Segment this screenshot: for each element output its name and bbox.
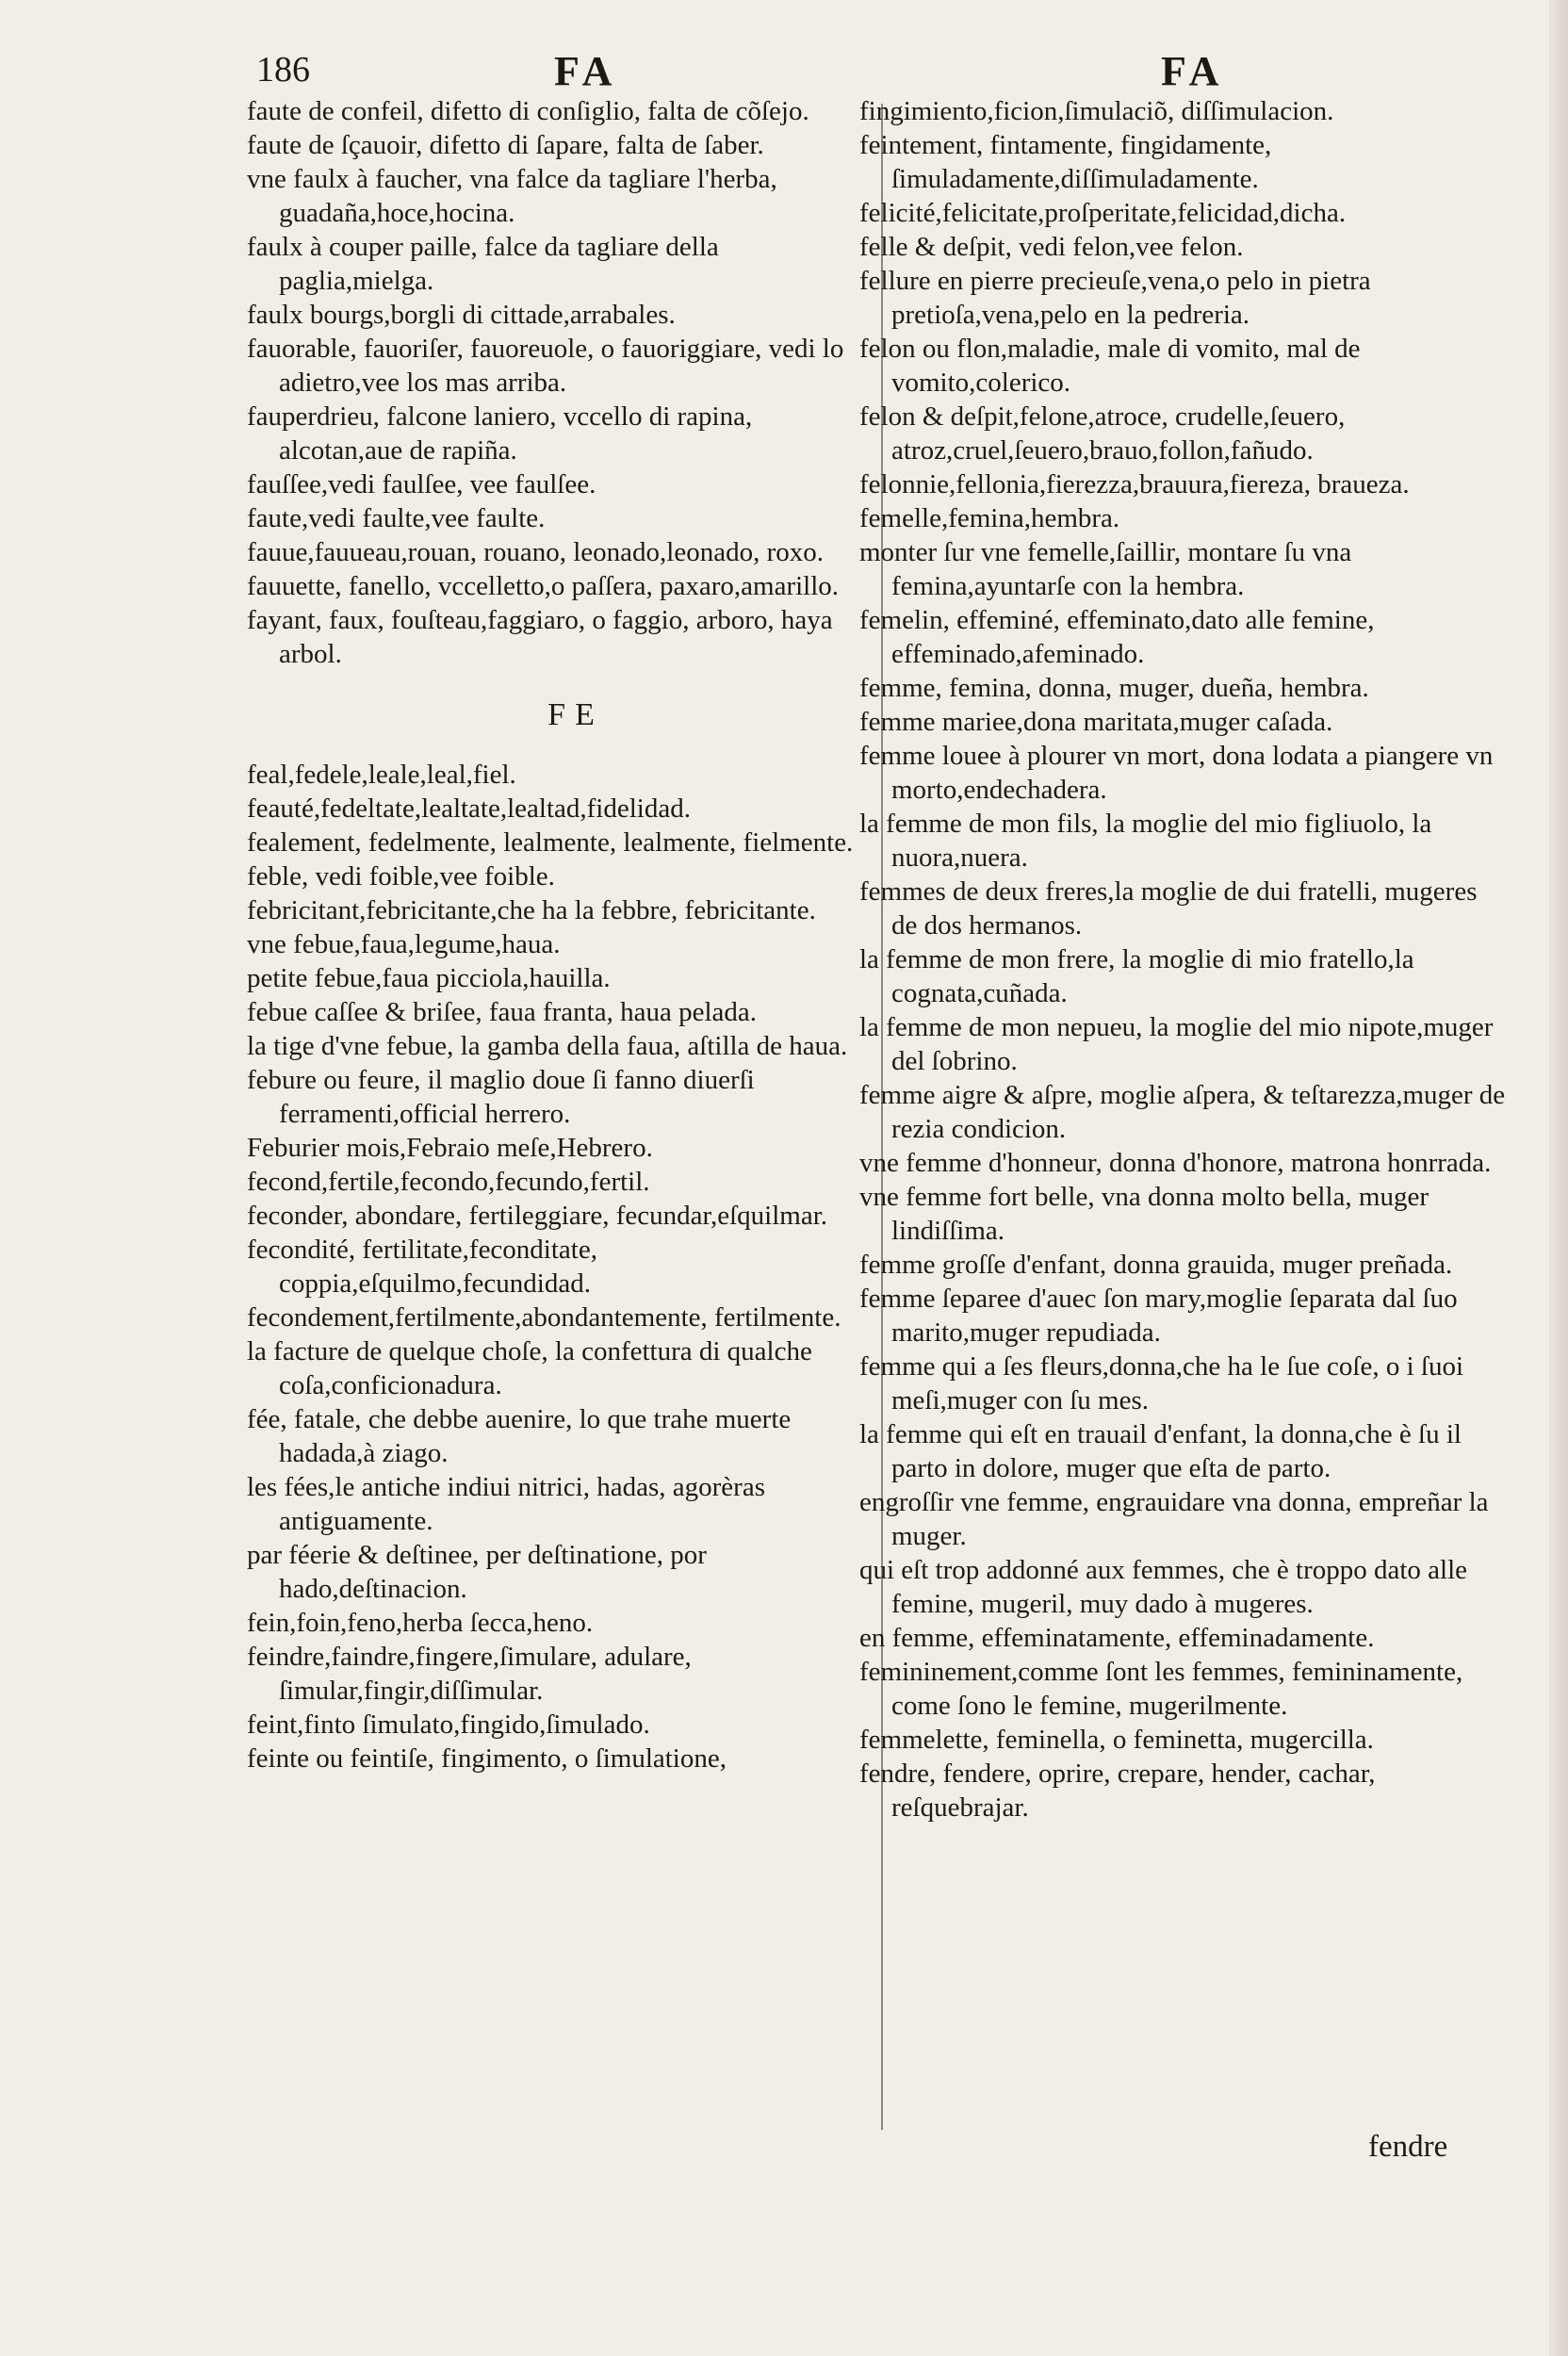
dictionary-entry: femmelette, feminella, o feminetta, mugercilla. — [859, 1725, 1374, 1755]
section-heading-fe: FE — [547, 697, 604, 732]
dictionary-entry: felon & deſpit,felone,atroce, crudelle,ſeuero, atroz,cruel,ſeuero,brauo,follon,fañudo. — [859, 401, 1346, 466]
dictionary-entry: femelin, effeminé, effeminato,dato alle femine, effeminado,afeminado. — [859, 605, 1375, 669]
dictionary-entry: felicité,felicitate,proſperitate,felicidad,dicha. — [859, 198, 1347, 228]
dictionary-entry: femininement,comme ſont les femmes, femininamente, come ſono le femine, mugerilmente. — [859, 1657, 1463, 1721]
right-column-entries — [859, 94, 1510, 1824]
dictionary-entry: felonnie,fellonia,fierezza,brauura,fiereza, braueza. — [859, 469, 1410, 499]
dictionary-entry: feindre,faindre,fingere,ſimulare, adulare, ſimular,fingir,diſſimular. — [247, 1642, 692, 1706]
dictionary-entry: la femme de mon frere, la moglie di mio fratello,la cognata,cuñada. — [859, 944, 1414, 1008]
page-number: 186 — [256, 50, 310, 90]
dictionary-entry: fecondement,fertilmente,abondantemente, fertilmente. — [247, 1302, 841, 1333]
dictionary-entry: les fées,le antiche indiui nitrici, hadas, agorèras antiguamente. — [247, 1472, 765, 1536]
right-running-head: FA — [1161, 48, 1225, 94]
dictionary-entry: femme mariee,dona maritata,muger caſada. — [859, 707, 1333, 737]
dictionary-entry: faute de ſçauoir, difetto di ſapare, falta de ſaber. — [247, 130, 764, 160]
dictionary-entry: fein,foin,feno,herba ſecca,heno. — [247, 1608, 594, 1638]
dictionary-entry: la femme de mon fils, la moglie del mio figliuolo, la nuora,nuera. — [859, 809, 1432, 873]
page-edge-shadow — [1549, 0, 1568, 2356]
dictionary-entry: felle & deſpit, vedi felon,vee felon. — [859, 232, 1244, 262]
dictionary-entry: fauorable, fauoriſer, fauoreuole, o fauoriggiare, vedi lo adietro,vee los mas arriba. — [247, 334, 844, 398]
dictionary-entry: faulx à couper paille, falce da tagliare della paglia,mielga. — [247, 232, 719, 296]
dictionary-entry: vne femme d'honneur, donna d'honore, matrona honrrada. — [859, 1148, 1492, 1178]
left-running-head: FA — [554, 48, 618, 94]
dictionary-entry: febue caſſee & briſee, faua franta, haua pelada. — [247, 997, 758, 1027]
dictionary-entry: la tige d'vne febue, la gamba della faua, aſtilla de haua. — [247, 1031, 848, 1061]
dictionary-entry: fecondité, fertilitate,feconditate, coppia,eſquilmo,fecundidad. — [247, 1235, 597, 1299]
dictionary-entry: feinte ou feintiſe, fingimento, o ſimulatione, — [247, 1743, 727, 1774]
dictionary-entry: Feburier mois,Febraio meſe,Hebrero. — [247, 1133, 653, 1163]
left-column-fe-entries — [247, 758, 867, 1775]
dictionary-entry: femme groſſe d'enfant, donna grauida, muger preñada. — [859, 1250, 1453, 1280]
dictionary-entry: femme aigre & aſpre, moglie aſpera, & teſtarezza,muger de rezia condicion. — [859, 1080, 1506, 1144]
dictionary-entry: en femme, effeminatamente, effeminadamente. — [859, 1623, 1375, 1653]
dictionary-entry: femme, femina, donna, muger, dueña, hembra. — [859, 673, 1369, 703]
dictionary-entry: fauperdrieu, falcone laniero, vccello di rapina, alcotan,aue de rapiña. — [247, 401, 753, 466]
dictionary-entry: la femme qui eſt en trauail d'enfant, la donna,che è ſu il parto in dolore, muger que eſta de parto. — [859, 1419, 1462, 1483]
dictionary-entry: fendre, fendere, oprire, crepare, hender, cachar, reſquebrajar. — [859, 1759, 1376, 1823]
dictionary-entry: feconder, abondare, fertileggiare, fecundar,eſquilmar. — [247, 1201, 828, 1231]
dictionary-entry: fauuette, fanello, vccelletto,o paſſera, paxaro,amarillo. — [247, 571, 840, 601]
dictionary-entry: femme ſeparee d'auec ſon mary,moglie ſeparata dal ſuo marito,muger repudiada. — [859, 1284, 1458, 1348]
dictionary-entry: febricitant,febricitante,che ha la febbre, febricitante. — [247, 895, 816, 925]
dictionary-entry: femmes de deux freres,la moglie de dui fratelli, mugeres de dos hermanos. — [859, 876, 1478, 941]
dictionary-entry: feauté,fedeltate,lealtate,lealtad,fidelidad. — [247, 794, 691, 824]
dictionary-entry: fauſſee,vedi faulſee, vee faulſee. — [247, 469, 596, 499]
left-column — [247, 94, 867, 1775]
dictionary-entry: feint,finto ſimulato,fingido,ſimulado. — [247, 1710, 650, 1740]
dictionary-entry: petite febue,faua picciola,hauilla. — [247, 963, 611, 993]
dictionary-entry: la femme de mon nepueu, la moglie del mio nipote,muger del ſobrino. — [859, 1012, 1494, 1076]
dictionary-entry: faute de confeil, difetto di conſiglio, falta de cõſejo. — [247, 96, 809, 126]
dictionary-entry: felon ou flon,maladie, male di vomito, mal de vomito,colerico. — [859, 334, 1361, 398]
dictionary-entry: fayant, faux, fouſteau,faggiaro, o faggio, arboro, haya arbol. — [247, 605, 833, 669]
dictionary-entry: engroſſir vne femme, engrauidare vna donna, empreñar la muger. — [859, 1487, 1489, 1551]
dictionary-entry: faute,vedi faulte,vee faulte. — [247, 503, 546, 533]
dictionary-entry: fellure en pierre precieuſe,vena,o pelo in pietra pretioſa,vena,pelo en la pedreria. — [859, 266, 1371, 330]
dictionary-entry: vne faulx à faucher, vna falce da tagliare l'herba, guadaña,hoce,hocina. — [247, 164, 777, 228]
catchword: fendre — [1368, 2130, 1448, 2164]
left-column-fa-entries — [247, 94, 867, 671]
dictionary-entry: faulx bourgs,borgli di cittade,arrabales. — [247, 300, 676, 330]
dictionary-entry: feal,fedele,leale,leal,fiel. — [247, 760, 516, 790]
dictionary-entry: vne femme fort belle, vna donna molto bella, muger lindiſſima. — [859, 1182, 1429, 1246]
dictionary-entry: fée, fatale, che debbe auenire, lo que trahe muerte hadada,à ziago. — [247, 1404, 792, 1468]
dictionary-entry: fecond,fertile,fecondo,fecundo,fertil. — [247, 1167, 650, 1197]
dictionary-entry: femelle,femina,hembra. — [859, 503, 1120, 533]
dictionary-entry: femme qui a ſes fleurs,donna,che ha le ſue coſe, o i ſuoi meſi,muger con ſu mes. — [859, 1351, 1464, 1415]
dictionary-entry: fauue,fauueau,rouan, rouano, leonado,leonado, roxo. — [247, 537, 824, 567]
dictionary-entry: qui eſt trop addonné aux femmes, che è troppo dato alle femine, mugeril, muy dado à mugeres. — [859, 1555, 1468, 1619]
dictionary-entry: par féerie & deſtinee, per deſtinatione, por hado,deſtinacion. — [247, 1540, 707, 1604]
right-column — [859, 94, 1510, 1824]
dictionary-entry: femme louee à plourer vn mort, dona lodata a piangere vn morto,endechadera. — [859, 741, 1494, 805]
dictionary-entry: vne febue,faua,legume,haua. — [247, 929, 561, 959]
dictionary-entry: la facture de quelque choſe, la confettura di qualche coſa,conficionadura. — [247, 1336, 812, 1400]
dictionary-entry: fingimiento,ficion,ſimulaciõ, diſſimulacion. — [859, 96, 1334, 126]
dictionary-entry: feintement, fintamente, fingidamente, ſimuladamente,diſſimuladamente. — [859, 130, 1272, 194]
dictionary-entry: febure ou feure, il maglio doue ſi fanno diuerſi ferramenti,official herrero. — [247, 1065, 755, 1129]
dictionary-entry: feble, vedi foible,vee foible. — [247, 861, 555, 892]
dictionary-entry: fealement, fedelmente, lealmente, lealmente, fielmente. — [247, 827, 854, 858]
dictionary-entry: monter ſur vne femelle,ſaillir, montare ſu vna femina,ayuntarſe con la hembra. — [859, 537, 1352, 601]
